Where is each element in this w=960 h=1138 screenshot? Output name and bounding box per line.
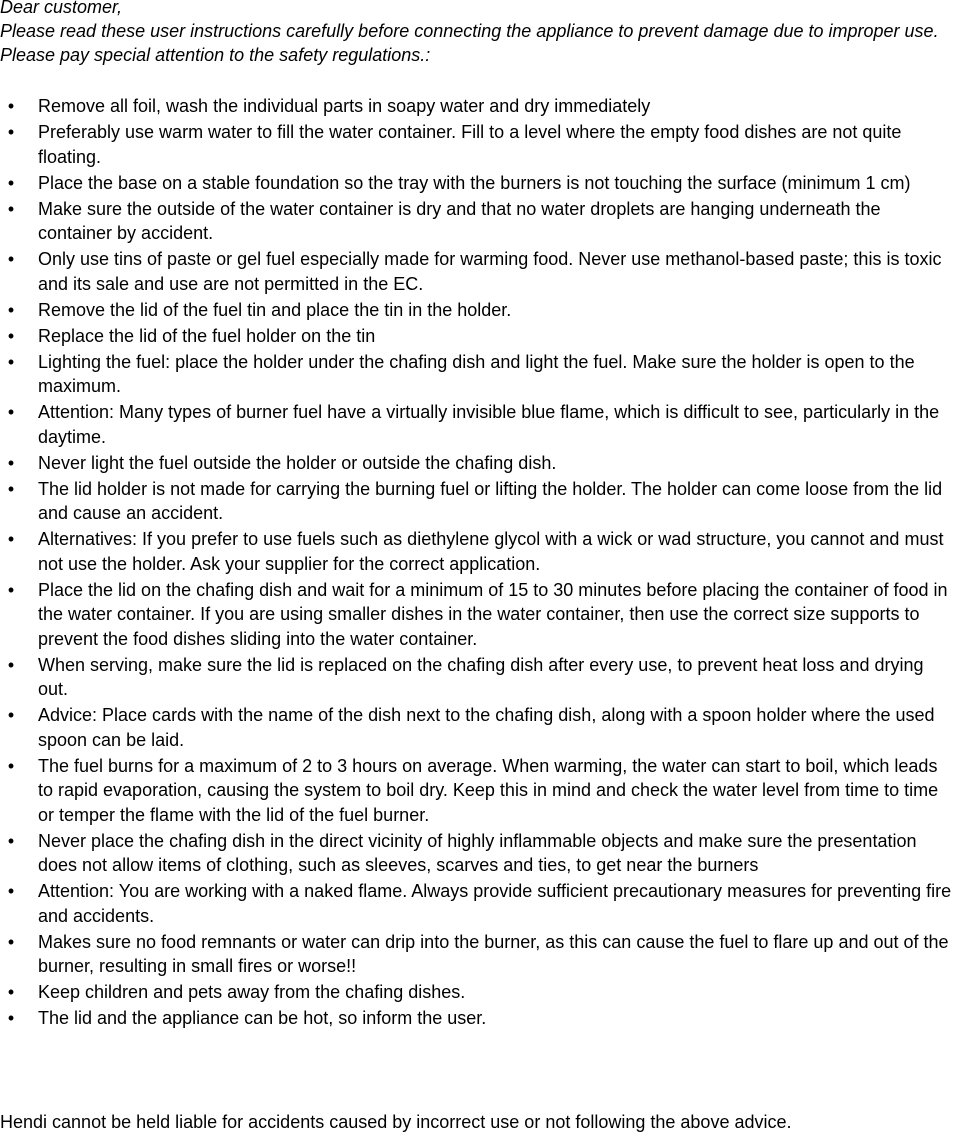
instruction-text: The lid and the appliance can be hot, so inform the user. [38,1008,487,1029]
disclaimer: Hendi cannot be held liable for accidents caused by incorrect use or not following the above advice. [0,1112,792,1132]
instruction-item [0,324,960,348]
instruction-item [0,477,960,526]
instruction-text: The lid holder is not made for carrying the burning fuel or lifting the holder. The holder can come loose from the lid and cause an accident. [38,478,943,524]
bullet-icon: • [7,529,15,550]
instruction-item [0,829,960,878]
bullet-icon: • [7,299,15,320]
bullet-icon: • [7,881,15,902]
instruction-item [0,1006,960,1030]
instruction-text: Attention: You are working with a naked flame. Always provide sufficient precautionary measures for preventing fire and accidents. [38,881,952,926]
instruction-text: Advice: Place cards with the name of the dish next to the chafing dish, along with a spoon holder where the used spoon can be laid. [38,705,935,750]
intro-section [0,0,960,67]
instruction-text: Preferably use warm water to fill the water container. Fill to a level where the empty food dishes are not quite floating. [38,122,902,167]
instruction-text: Place the lid on the chafing dish and wait for a minimum of 15 to 30 minutes before placing the container of food in the water container. If you are using smaller dishes in the water container, then use the correct size supports to prevent the food dishes sliding into the water container. [38,579,948,649]
instruction-item [0,298,960,322]
bullet-icon: • [7,96,15,116]
instruction-text: Lighting the fuel: place the holder under the chafing dish and light the fuel. Make sure the holder is open to the maximum. [38,351,915,397]
instruction-text: Remove the lid of the fuel tin and place the tin in the holder. [38,299,512,320]
instruction-text: Replace the lid of the fuel holder on the tin [38,325,376,346]
instruction-list [0,94,960,1032]
instruction-item [0,754,960,827]
bullet-icon: • [7,830,15,851]
instruction-text: Never place the chafing dish in the direct vicinity of highly inflammable objects and make sure the presentation does not allow items of clothing, such as sleeves, scarves and ties, to get near the burners [38,830,917,876]
instruction-item [0,94,960,118]
instruction-text: The fuel burns for a maximum of 2 to 3 hours on average. When warming, the water can start to boil, which leads to rapid evaporation, causing the system to boil dry. Keep this in mind and check the water level from time to time or temper the flame with the lid of the fuel burner. [38,755,939,825]
bullet-icon: • [7,478,15,499]
instruction-item [0,703,960,752]
bullet-icon: • [7,325,15,346]
bullet-icon: • [7,1008,15,1029]
bullet-icon: • [7,982,15,1003]
instruction-item [0,527,960,576]
instruction-text: Make sure the outside of the water container is dry and that no water droplets are hanging underneath the container by accident. [38,198,881,244]
bullet-icon: • [7,579,15,600]
instruction-item [0,400,960,449]
instruction-text: Only use tins of paste or gel fuel especially made for warming food. Never use methanol-based paste; this is toxic and its sale and use are not permitted in the EC. [38,249,942,294]
instruction-text: When serving, make sure the lid is replaced on the chafing dish after every use, to prevent heat loss and drying out. [38,654,924,700]
instruction-text: Keep children and pets away from the chafing dishes. [38,982,466,1003]
bullet-icon: • [7,931,15,952]
instruction-text: Makes sure no food remnants or water can drip into the burner, as this can cause the fuel to flare up and out of the burner, resulting in small fires or worse!! [38,931,949,977]
instruction-text: Attention: Many types of burner fuel have a virtually invisible blue flame, which is difficult to see, particularly in the daytime. [38,402,940,447]
bullet-icon: • [7,249,15,270]
instruction-text: Remove all foil, wash the individual parts in soapy water and dry immediately [38,96,651,116]
bullet-icon: • [7,172,15,193]
bullet-icon: • [7,402,15,423]
bullet-icon: • [7,755,15,776]
instruction-item [0,197,960,246]
instruction-text: Place the base on a stable foundation so the tray with the burners is not touching the surface (minimum 1 cm) [38,172,911,193]
instruction-item [0,120,960,169]
instruction-text: Alternatives: If you prefer to use fuels such as diethylene glycol with a wick or wad structure, you cannot and must not use the holder. Ask your supplier for the correct application. [38,529,944,574]
instruction-item [0,247,960,296]
bullet-icon: • [7,122,15,143]
bullet-icon: • [7,705,15,726]
bullet-icon: • [7,198,15,219]
instruction-item [0,451,960,475]
instruction-item [0,350,960,399]
instruction-text: Never light the fuel outside the holder or outside the chafing dish. [38,452,557,473]
instruction-item [0,171,960,195]
instruction-item [0,980,960,1004]
instruction-item [0,653,960,702]
instruction-item [0,930,960,979]
bullet-icon: • [7,654,15,675]
bullet-icon: • [7,351,15,372]
greeting: Dear customer, [0,0,123,17]
bullet-icon: • [7,452,15,473]
instruction-item [0,578,960,651]
intro-text: Please read these user instructions carefully before connecting the appliance to prevent damage due to improper use. Please pay special attention to the safety regulations.: [0,21,939,65]
instruction-item [0,879,960,928]
